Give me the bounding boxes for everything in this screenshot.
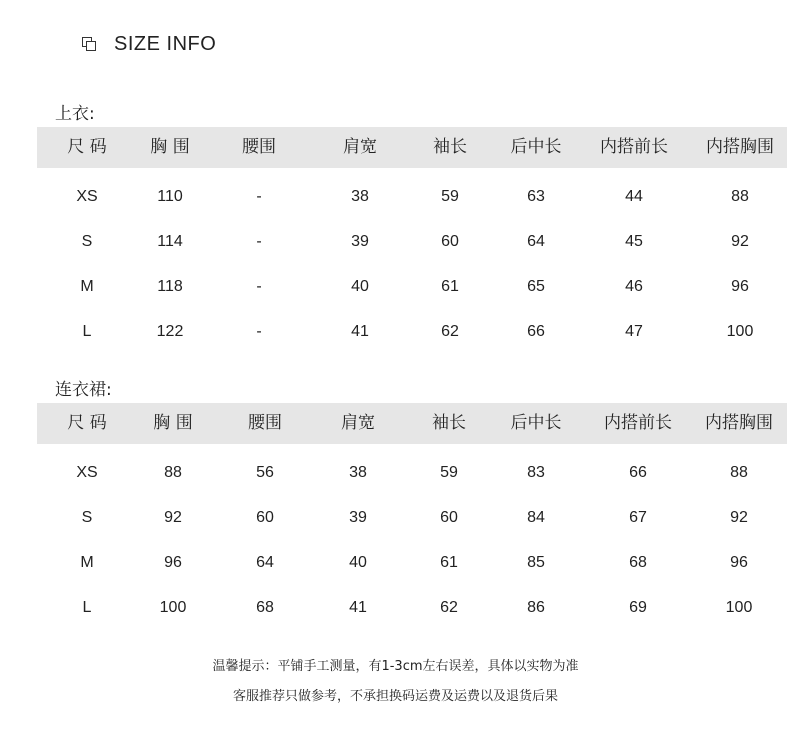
table-cell-chest: 114 [157,233,183,250]
table-cell-waist: - [256,188,262,205]
table-cell-inner-chest: 92 [730,509,748,526]
table-cell-shoulder: 40 [349,554,367,571]
table-cell-inner-chest: 96 [730,554,748,571]
table-cell-shoulder: 40 [351,278,369,295]
table-cell-inner-chest: 96 [731,278,749,295]
column-header-shoulder: 肩宽 [343,137,377,157]
column-header-back-length: 后中长 [510,413,562,433]
size-info-header [82,30,216,58]
table-cell-chest: 96 [164,554,182,571]
section-label-dress: 连衣裙: [55,380,112,400]
table-cell-inner-chest: 100 [725,599,753,616]
table-row [37,219,787,264]
table-cell-size: S [81,509,93,526]
table-cell-inner-front-length: 67 [629,509,647,526]
column-header-waist: 腰围 [248,413,282,433]
table-body [37,444,787,630]
table-row [37,495,787,540]
table-cell-size: M [80,278,94,295]
note-measurement: 温馨提示：平铺手工测量，有1-3cm左右误差，具体以实物为准 [212,659,579,674]
size-table-top [37,127,787,354]
note-customer-service: 客服推荐只做参考，不承担换码运费及运费以及退货后果 [232,689,558,704]
table-row [37,585,787,630]
column-header-chest: 胸 围 [150,137,190,157]
column-header-waist: 腰围 [242,137,276,157]
column-header-chest: 胸 围 [153,413,193,433]
column-header-sleeve: 袖长 [432,413,466,433]
table-cell-chest: 118 [157,278,183,295]
table-cell-shoulder: 39 [349,509,367,526]
table-cell-inner-front-length: 47 [625,323,643,340]
table-cell-chest: 88 [164,464,182,481]
table-cell-inner-chest: 88 [730,464,748,481]
table-cell-inner-front-length: 69 [629,599,647,616]
section-label-top: 上衣: [55,104,95,124]
page-title: SIZE INFO [114,32,217,55]
table-row [37,450,787,495]
table-cell-waist: 56 [256,464,274,481]
table-cell-sleeve: 62 [441,323,459,340]
table-cell-size: L [82,599,92,616]
table-cell-back-length: 85 [527,554,545,571]
table-cell-sleeve: 61 [440,554,458,571]
table-cell-size: M [80,554,94,571]
table-cell-size: XS [76,188,98,205]
table-cell-sleeve: 60 [440,509,458,526]
table-cell-back-length: 64 [527,233,545,250]
table-cell-back-length: 84 [527,509,545,526]
column-header-sleeve: 袖长 [433,137,467,157]
table-cell-chest: 110 [157,188,183,205]
table-body [37,168,787,354]
table-row [37,174,787,219]
table-cell-back-length: 86 [527,599,545,616]
table-cell-sleeve: 59 [440,464,458,481]
table-cell-shoulder: 38 [351,188,369,205]
column-header-shoulder: 肩宽 [341,413,375,433]
table-header [37,127,787,168]
table-cell-waist: - [256,323,262,340]
table-cell-waist: 68 [256,599,274,616]
table-cell-inner-chest: 88 [731,188,749,205]
table-cell-inner-front-length: 66 [629,464,647,481]
column-header-inner-front-length: 内搭前长 [600,137,668,157]
table-cell-back-length: 66 [527,323,545,340]
table-cell-shoulder: 41 [349,599,367,616]
column-header-inner-chest: 内搭胸围 [706,137,774,157]
table-cell-shoulder: 41 [351,323,369,340]
column-header-inner-front-length: 内搭前长 [604,413,672,433]
table-cell-inner-front-length: 46 [625,278,643,295]
table-row [37,540,787,585]
size-table-dress [37,403,787,630]
table-cell-chest: 100 [159,599,187,616]
table-cell-size: L [82,323,92,340]
table-cell-back-length: 63 [527,188,545,205]
table-cell-size: S [81,233,93,250]
table-cell-inner-chest: 92 [731,233,749,250]
table-cell-waist: - [256,233,262,250]
table-cell-waist: 64 [256,554,274,571]
table-cell-waist: 60 [256,509,274,526]
table-cell-sleeve: 60 [441,233,459,250]
table-cell-size: XS [76,464,98,481]
table-cell-chest: 92 [164,509,182,526]
table-cell-sleeve: 61 [441,278,459,295]
table-cell-back-length: 83 [527,464,545,481]
table-cell-inner-front-length: 45 [625,233,643,250]
table-row [37,309,787,354]
table-header [37,403,787,444]
table-cell-shoulder: 39 [351,233,369,250]
table-cell-inner-front-length: 44 [625,188,643,205]
column-header-back-length: 后中长 [510,137,562,157]
column-header-inner-chest: 内搭胸围 [705,413,773,433]
column-header-size: 尺 码 [67,413,107,433]
table-cell-sleeve: 59 [441,188,459,205]
table-cell-sleeve: 62 [440,599,458,616]
table-cell-chest: 122 [156,323,184,340]
column-header-size: 尺 码 [67,137,107,157]
table-cell-waist: - [256,278,262,295]
table-row [37,264,787,309]
overlapping-squares-icon [82,37,96,51]
table-cell-inner-front-length: 68 [629,554,647,571]
table-cell-shoulder: 38 [349,464,367,481]
table-cell-inner-chest: 100 [726,323,754,340]
table-cell-back-length: 65 [527,278,545,295]
